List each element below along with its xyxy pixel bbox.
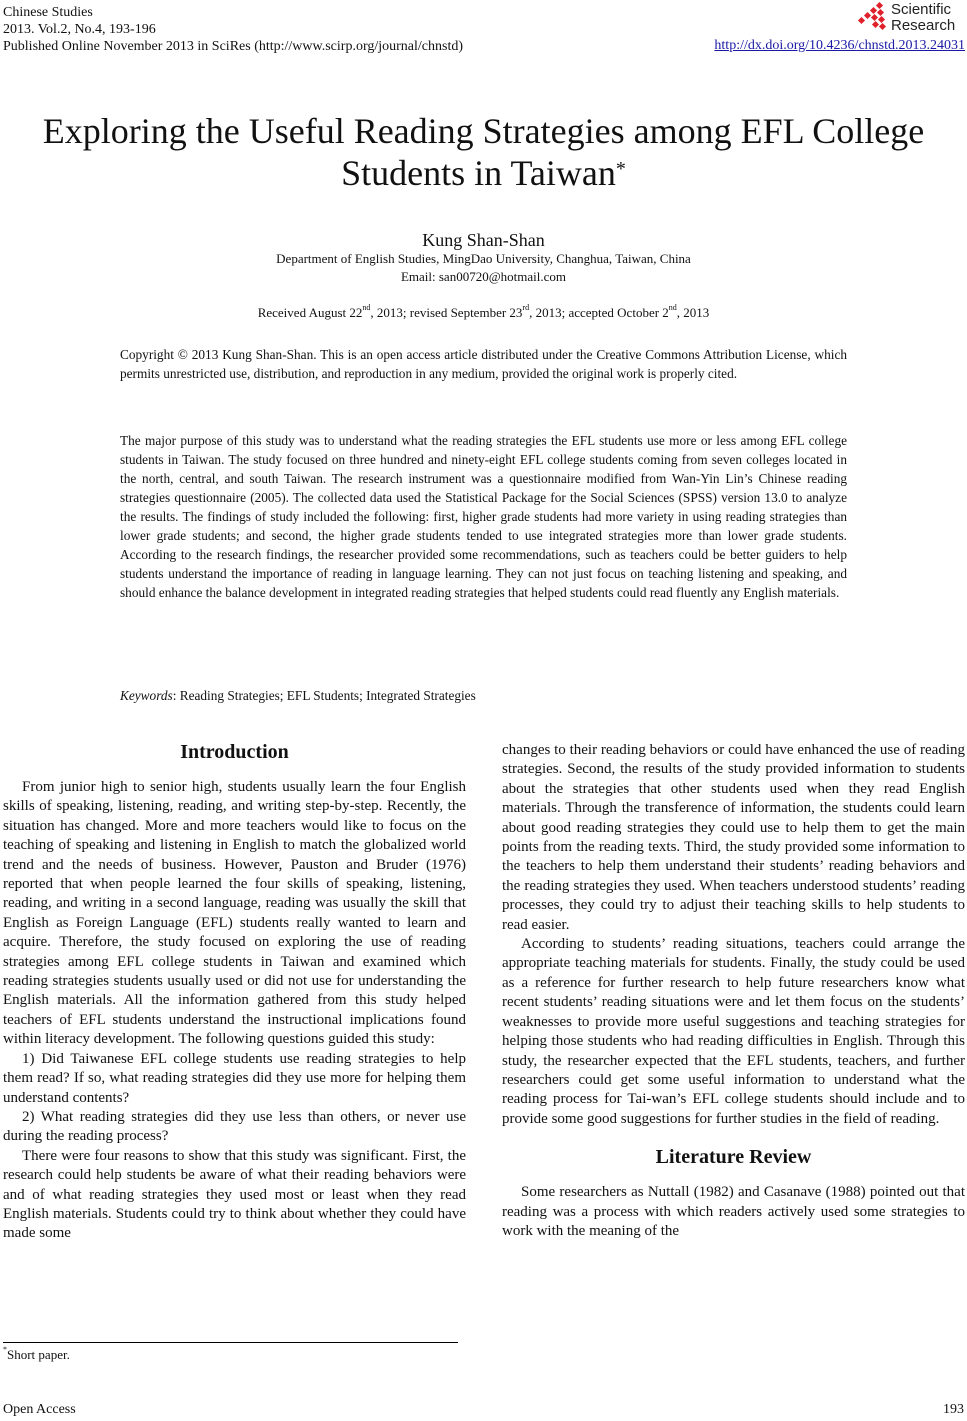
open-access-label: Open Access [3, 1402, 76, 1417]
paragraph: 2) What reading strategies did they use less than others, or never use during the reading process? [3, 1108, 466, 1145]
journal-name: Chinese Studies [3, 5, 93, 20]
received-dates: Received August 22nd, 2013; revised September 23rd, 2013; accepted October 2nd, 2013 [257, 303, 710, 320]
page-number: 193 [943, 1402, 964, 1417]
doi-link[interactable]: http://dx.doi.org/10.4236/chnstd.2013.24031 [714, 38, 965, 53]
paragraph: 1) Did Taiwanese EFL college students use reading strategies to help them read? If so, what reading strategies did they use more for helping them understand contents? [3, 1050, 466, 1106]
section-heading-introduction: Introduction [180, 741, 289, 763]
keywords-label: Keywords [120, 688, 173, 703]
paragraph: changes to their reading behaviors or could have enhanced the use of reading strategies. Second, the results of the study provided information to students about the strategies that other students used when they read English materials. Through the transference of information, the students could learn about good reading strategies they could use to help them to get the main points from the reading texts. Third, the study provided some information to the teachers to help them understand their students’ reading behaviors and the reading strategies they used. When teachers understood students’ reading processes, they could try to adjust their teaching skills to help students to read easier. [502, 742, 965, 933]
volume-info: 2013. Vol.2, No.4, 193-196 [3, 22, 156, 37]
running-header [3, 4, 463, 55]
author: Kung Shan-Shan [422, 230, 545, 250]
section-heading-literature-review: Literature Review [655, 1146, 812, 1169]
footnote-divider [3, 1342, 458, 1343]
right-column [502, 741, 965, 1241]
keywords [120, 686, 847, 705]
email: Email: san00720@hotmail.com [400, 269, 567, 284]
paper-title [0, 110, 967, 194]
affiliation-block [0, 250, 967, 286]
published-info: Published Online November 2013 in SciRes (http://www.scirp.org/journal/chnstd) [3, 39, 464, 54]
footnote: *Short paper. [3, 1345, 70, 1362]
paragraph: From junior high to senior high, students usually learn the four English skills of speaking, listening, reading, and writing step-by-step. Recently, the situation has changed. More and more teachers would like to focus on the teaching of speaking and listening in English to match the globalized world trend and the needs of business. However, Pauston and Bruder (1976) reported that when people learned the four skills of speaking, listening, reading, and writing in a second language, reading was usually the skill that English as Foreign Language (EFL) students really wanted to learn and acquire. Therefore, the study focused on exploring the use of reading strategies among EFL college students in Taiwan and examined which reading strategies students usually used or did not use for understanding the English materials. All the information gathered from this study helped teachers of EFL students understand the instructional implications found within literacy development. The following questions guided this study: [3, 779, 466, 1048]
paragraph: There were four reasons to show that this study was significant. First, the research could help students be aware of what their reading behaviors were and of what reading strategies they used most or least when they read English materials. Students could try to think about whether they could have made some [3, 1147, 466, 1242]
logo-text-line2: Research [891, 17, 956, 34]
keywords-list: : Reading Strategies; EFL Students; Integrated Strategies [172, 688, 476, 703]
abstract: The major purpose of this study was to understand what the reading strategies the EFL students use more or less among EFL college students in Taiwan. The study focused on three hundred and ninety-eight EFL college students coming from seven colleges located in the north, central, and south Taiwan. The research instrument was a questionnaire modified from Wan-Yin Lin’s Chinese reading strategies questionnaire (2005). The collected data used the Statistical Package for the Social Sciences (SPSS) version 13.0 to analyze the results. The findings of study included the following: first, higher grade students had more variety in using reading strategies than lower grade students; and second, the higher grade students tended to use integrated strategies more than lower grade students. According to the research findings, the researcher provided some recommendations, such as teachers could be better guiders to help students understand the importance of reading in language learning. They can not just focus on teaching listening and speaking, and should enhance the balance development in integrated reading strategies that helped students could read fluently any English materials. [120, 433, 847, 600]
paragraph: Some researchers as Nuttall (1982) and Casanave (1988) pointed out that reading was a process with which readers actively used some strategies to work with the meaning of the [502, 1184, 965, 1239]
scientific-research-logo [857, 0, 967, 36]
title-text: Exploring the Useful Reading Strategies among EFL College Students in Taiwan [42, 111, 925, 193]
affiliation: Department of English Studies, MingDao University, Changhua, Taiwan, China [276, 251, 691, 266]
title-footnote-mark: * [615, 158, 626, 180]
paragraph: According to students’ reading situations, teachers could arrange the appropriate teaching materials for students. Finally, the study could be used as a reference for further research to help future researchers know what recent students’ reading situations were and let them focus on the students’ weaknesses to provide more useful suggestions and teaching strategies for helping those students who had reading difficulties in English. Through this study, the researcher expected that the EFL students, teachers, and further researchers could get some useful information to understand what the reading process for Tai-wan’s EFL college students should include and to provide some good suggestions for further studies in the field of reading. [502, 936, 965, 1127]
left-column [3, 740, 466, 1244]
copyright-notice: Copyright © 2013 Kung Shan-Shan. This is an open access article distributed under the Creative Commons Attribution License, which permits unrestricted use, distribution, and reproduction in any medium, provided the original work is properly cited. [120, 347, 847, 381]
page-footer [3, 1402, 964, 1418]
logo-diamonds-icon [857, 2, 889, 32]
logo-text-line1: Scientific [891, 1, 952, 18]
